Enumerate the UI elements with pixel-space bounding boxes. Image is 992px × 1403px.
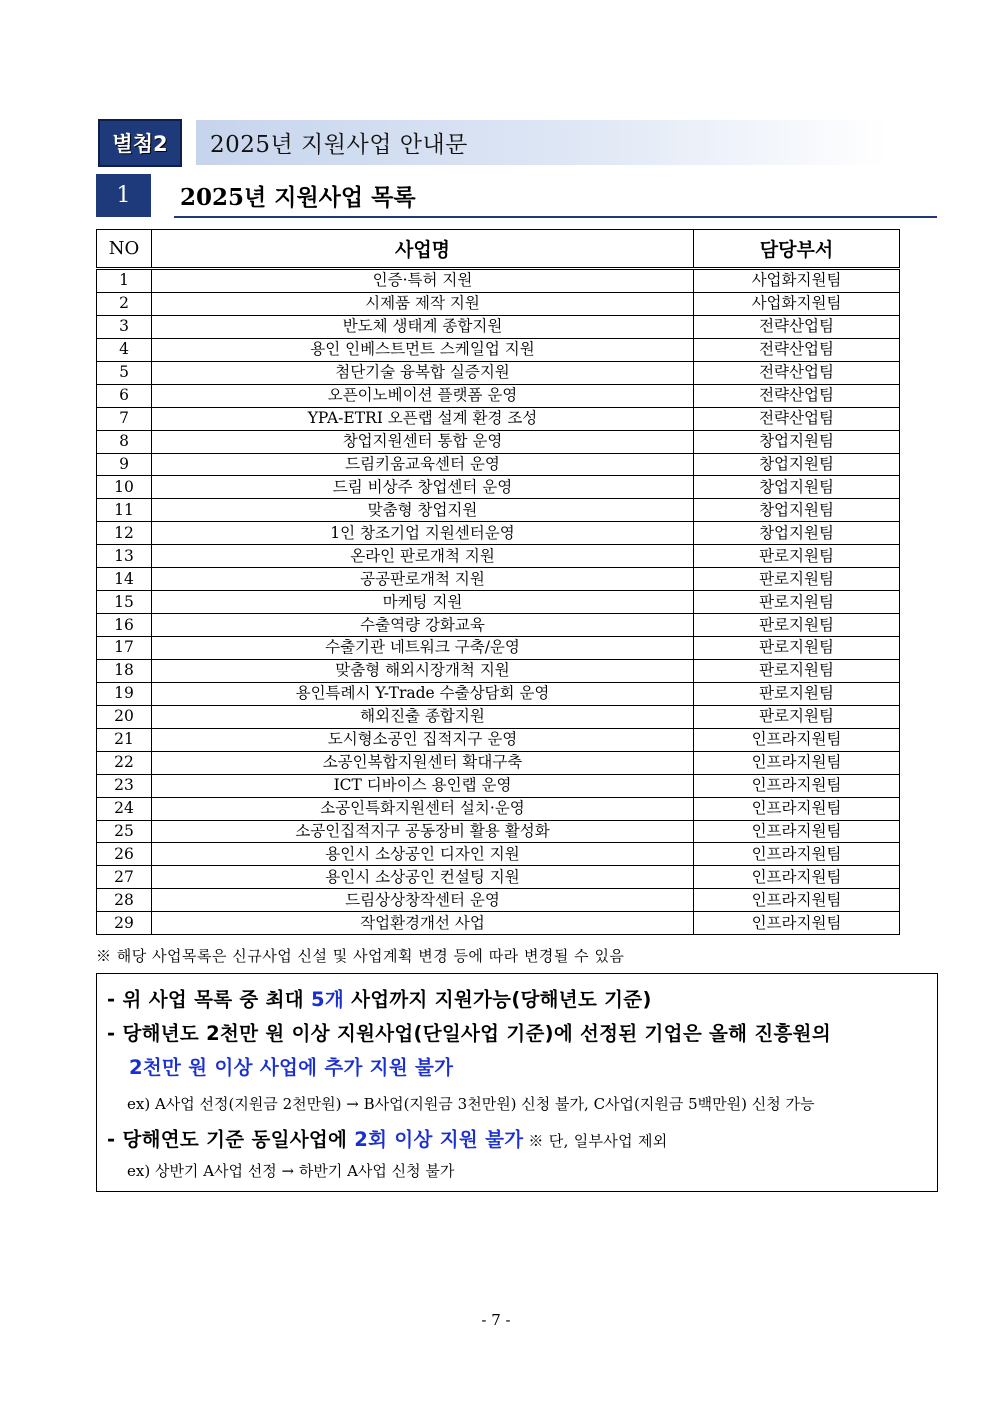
- cell-department: 판로지원팀: [694, 705, 900, 728]
- table-row: [97, 682, 900, 705]
- table-row: [97, 453, 900, 476]
- section-underline: [174, 216, 937, 218]
- cell-department: 판로지원팀: [694, 568, 900, 591]
- cell-department: 사업화지원팀: [694, 269, 900, 293]
- notice-line-max-programs: [107, 984, 652, 1012]
- cell-department: 인프라지원팀: [694, 866, 900, 889]
- table-row: [97, 338, 900, 361]
- cell-no: 6: [97, 384, 152, 407]
- notice-example-2: ex) 상반기 A사업 선정 → 하반기 A사업 신청 불가: [127, 1162, 455, 1180]
- cell-program-name: 작업환경개선 사업: [152, 912, 694, 935]
- banner-title-box: [196, 120, 888, 165]
- cell-department: 창업지원팀: [694, 476, 900, 499]
- cell-program-name: YPA-ETRI 오픈랩 설계 환경 조성: [152, 407, 694, 430]
- cell-no: 1: [97, 269, 152, 293]
- appendix-badge: 별첨2: [98, 119, 182, 167]
- table-row: [97, 843, 900, 866]
- cell-no: 13: [97, 545, 152, 568]
- table-row: [97, 751, 900, 774]
- cell-no: 8: [97, 430, 152, 453]
- notice-line-20m-rule: - 당해년도 2천만 원 이상 지원사업(단일사업 기준)에 선정된 기업은 올해 진흥원의: [107, 1022, 831, 1045]
- cell-no: 16: [97, 614, 152, 637]
- cell-department: 인프라지원팀: [694, 820, 900, 843]
- table-row: [97, 705, 900, 728]
- cell-no: 11: [97, 499, 152, 522]
- cell-no: 14: [97, 568, 152, 591]
- table-row: [97, 774, 900, 797]
- cell-no: 4: [97, 338, 152, 361]
- cell-department: 전략산업팀: [694, 384, 900, 407]
- notice-line-20m-restriction: 2천만 원 이상 사업에 추가 지원 불가: [129, 1056, 454, 1079]
- cell-department: 전략산업팀: [694, 338, 900, 361]
- cell-no: 29: [97, 912, 152, 935]
- notice-line-duplicate-rule: [107, 1124, 668, 1152]
- cell-program-name: 해외진출 종합지원: [152, 705, 694, 728]
- cell-program-name: 소공인복합지원센터 확대구축: [152, 751, 694, 774]
- cell-department: 전략산업팀: [694, 407, 900, 430]
- cell-program-name: 드림 비상주 창업센터 운영: [152, 476, 694, 499]
- cell-department: 인프라지원팀: [694, 728, 900, 751]
- section-heading: [96, 174, 937, 219]
- cell-program-name: 오픈이노베이션 플랫폼 운영: [152, 384, 694, 407]
- cell-no: 27: [97, 866, 152, 889]
- table-row: [97, 315, 900, 338]
- cell-department: 창업지원팀: [694, 522, 900, 545]
- cell-program-name: 창업지원센터 통합 운영: [152, 430, 694, 453]
- table-row: [97, 637, 900, 660]
- notice-highlight: 2회 이상 지원 불가: [354, 1128, 524, 1151]
- cell-department: 인프라지원팀: [694, 751, 900, 774]
- header-program-name: 사업명: [152, 230, 694, 269]
- cell-no: 26: [97, 843, 152, 866]
- table-row: [97, 407, 900, 430]
- cell-department: 인프라지원팀: [694, 912, 900, 935]
- table-row: [97, 659, 900, 682]
- notice-text: - 당해연도 기준 동일사업에: [107, 1128, 355, 1151]
- cell-no: 12: [97, 522, 152, 545]
- table-row: [97, 889, 900, 912]
- cell-department: 인프라지원팀: [694, 774, 900, 797]
- cell-department: 판로지원팀: [694, 637, 900, 660]
- footnote: ※ 해당 사업목록은 신규사업 신설 및 사업계획 변경 등에 따라 변경될 수 있음: [96, 947, 625, 965]
- table-row: [97, 545, 900, 568]
- cell-program-name: 소공인특화지원센터 설치·운영: [152, 797, 694, 820]
- header-department: 담당부서: [694, 230, 900, 269]
- cell-department: 판로지원팀: [694, 659, 900, 682]
- notice-box: [96, 973, 938, 1192]
- cell-program-name: 수출역량 강화교육: [152, 614, 694, 637]
- notice-example-1: ex) A사업 선정(지원금 2천만원) → B사업(지원금 3천만원) 신청 불가, C사업(지원금 5백만원) 신청 가능: [127, 1095, 815, 1113]
- table-row: [97, 476, 900, 499]
- cell-department: 전략산업팀: [694, 361, 900, 384]
- cell-program-name: 인증·특허 지원: [152, 269, 694, 293]
- cell-program-name: 1인 창조기업 지원센터운영: [152, 522, 694, 545]
- table-row: [97, 361, 900, 384]
- cell-no: 24: [97, 797, 152, 820]
- page-number: - 7 -: [481, 1311, 511, 1329]
- notice-text: - 위 사업 목록 중 최대: [107, 988, 312, 1011]
- cell-department: 창업지원팀: [694, 499, 900, 522]
- table-row: [97, 499, 900, 522]
- cell-program-name: 시제품 제작 지원: [152, 292, 694, 315]
- cell-department: 판로지원팀: [694, 545, 900, 568]
- cell-no: 28: [97, 889, 152, 912]
- notice-highlight: 5개: [311, 988, 345, 1011]
- table-row: [97, 430, 900, 453]
- cell-department: 판로지원팀: [694, 591, 900, 614]
- table-header-row: [97, 230, 900, 269]
- cell-no: 21: [97, 728, 152, 751]
- cell-program-name: 온라인 판로개척 지원: [152, 545, 694, 568]
- cell-no: 9: [97, 453, 152, 476]
- cell-department: 판로지원팀: [694, 614, 900, 637]
- cell-department: 전략산업팀: [694, 315, 900, 338]
- cell-program-name: 첨단기술 융복합 실증지원: [152, 361, 694, 384]
- cell-department: 창업지원팀: [694, 430, 900, 453]
- cell-program-name: 마케팅 지원: [152, 591, 694, 614]
- table-row: [97, 269, 900, 293]
- table-row: [97, 384, 900, 407]
- cell-no: 18: [97, 659, 152, 682]
- cell-program-name: 수출기관 네트워크 구축/운영: [152, 637, 694, 660]
- cell-no: 5: [97, 361, 152, 384]
- cell-no: 2: [97, 292, 152, 315]
- cell-no: 17: [97, 637, 152, 660]
- notice-exception-note: ※ 단, 일부사업 제외: [523, 1132, 668, 1150]
- cell-no: 7: [97, 407, 152, 430]
- cell-department: 인프라지원팀: [694, 797, 900, 820]
- cell-no: 23: [97, 774, 152, 797]
- cell-program-name: 공공판로개척 지원: [152, 568, 694, 591]
- cell-program-name: 맞춤형 해외시장개척 지원: [152, 659, 694, 682]
- table-row: [97, 797, 900, 820]
- cell-department: 판로지원팀: [694, 682, 900, 705]
- table-row: [97, 820, 900, 843]
- appendix-banner: [98, 119, 888, 167]
- program-list-table: [96, 229, 900, 935]
- table-row: [97, 522, 900, 545]
- cell-program-name: 반도체 생태계 종합지원: [152, 315, 694, 338]
- cell-program-name: 드림키움교육센터 운영: [152, 453, 694, 476]
- cell-no: 3: [97, 315, 152, 338]
- cell-program-name: 맞춤형 창업지원: [152, 499, 694, 522]
- cell-no: 15: [97, 591, 152, 614]
- cell-department: 사업화지원팀: [694, 292, 900, 315]
- table-row: [97, 591, 900, 614]
- table-row: [97, 866, 900, 889]
- cell-no: 22: [97, 751, 152, 774]
- table-row: [97, 292, 900, 315]
- table-body: [97, 269, 900, 935]
- notice-text: 사업까지 지원가능(당해년도 기준): [344, 988, 652, 1011]
- cell-no: 19: [97, 682, 152, 705]
- cell-department: 창업지원팀: [694, 453, 900, 476]
- table-row: [97, 728, 900, 751]
- table-row: [97, 614, 900, 637]
- table-row: [97, 912, 900, 935]
- cell-program-name: 용인 인베스트먼트 스케일업 지원: [152, 338, 694, 361]
- cell-program-name: 용인시 소상공인 디자인 지원: [152, 843, 694, 866]
- cell-no: 25: [97, 820, 152, 843]
- cell-department: 인프라지원팀: [694, 843, 900, 866]
- cell-program-name: 소공인집적지구 공동장비 활용 활성화: [152, 820, 694, 843]
- section-title: 2025년 지원사업 목록: [180, 184, 416, 211]
- document-title: 2025년 지원사업 안내문: [210, 132, 468, 158]
- header-no: NO: [97, 230, 152, 269]
- cell-program-name: 드림상상창작센터 운영: [152, 889, 694, 912]
- cell-program-name: 용인특례시 Y-Trade 수출상담회 운영: [152, 682, 694, 705]
- cell-no: 20: [97, 705, 152, 728]
- cell-no: 10: [97, 476, 152, 499]
- cell-department: 인프라지원팀: [694, 889, 900, 912]
- table-row: [97, 568, 900, 591]
- cell-program-name: 도시형소공인 집적지구 운영: [152, 728, 694, 751]
- section-number: 1: [96, 174, 151, 217]
- cell-program-name: 용인시 소상공인 컨설팅 지원: [152, 866, 694, 889]
- cell-program-name: ICT 디바이스 용인랩 운영: [152, 774, 694, 797]
